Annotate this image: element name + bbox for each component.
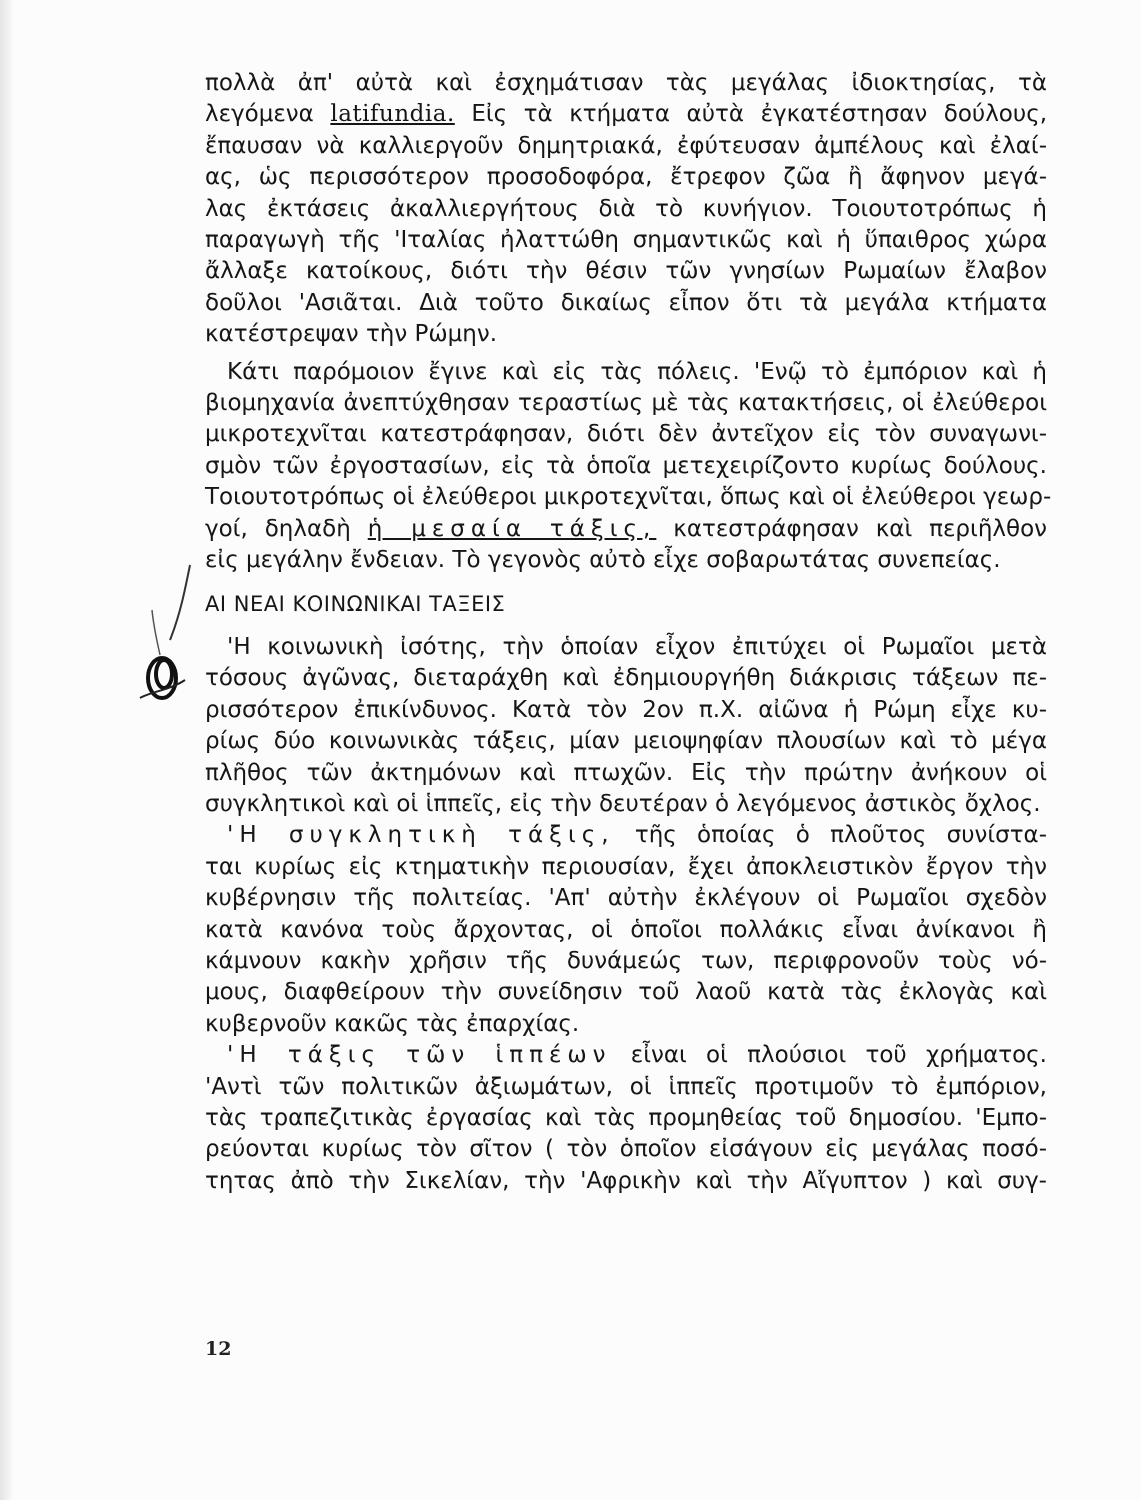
text-line bbox=[205, 514, 1047, 545]
text-line: μικροτεχνῖται κατεστράφησαν, διότι δὲν ἀντεῖχον εἰς τὸν συναγωνι- bbox=[205, 421, 1047, 448]
paragraph-latifundia bbox=[205, 68, 1047, 351]
text-fragment: γοί, δηλαδὴ bbox=[205, 515, 368, 542]
text-line: Κάτι παρόμοιον ἔγινε καὶ εἰς τὰς πόλεις. 'Ενῷ τὸ ἐμπόριον καὶ ἡ bbox=[227, 358, 1047, 385]
pencil-stroke-line bbox=[152, 610, 160, 655]
text-line: τὰς τραπεζιτικὰς ἐργασίας καὶ τὰς προμηθείας τοῦ δημοσίου. 'Εμπο- bbox=[205, 1105, 1047, 1131]
text-fragment: Εἰς τὰ κτήματα αὐτὰ ἐγκατέστησαν δούλους, bbox=[454, 101, 1048, 128]
text-line: κυβέρνησιν τῆς πολιτείας. 'Απ' αὐτὴν ἐκλέγουν οἱ Ρωμαῖοι σχεδὸν bbox=[205, 885, 1047, 912]
text-line: κατὰ κανόνα τοὺς ἄρχοντας, οἱ ὁποῖοι πολλάκις εἶναι ἀνίκανοι ἢ bbox=[205, 916, 1047, 943]
text-line: κυβερνοῦν κακῶς τὰς ἐπαρχίας. bbox=[205, 1010, 580, 1037]
text-line: ται κυρίως εἰς κτηματικὴν περιουσίαν, ἔχει ἀποκλειστικὸν ἔργον τὴν bbox=[205, 853, 1047, 880]
text-line: ρισσότερον ἐπικίνδυνος. Κατὰ τὸν 2ον π.Χ. αἰῶνα ἡ Ρώμη εἶχε κυ- bbox=[205, 696, 1047, 723]
text-line: βιομηχανία ἀνεπτύχθησαν τεραστίως μὲ τὰς κατακτήσεις, οἱ ἐλεύθεροι bbox=[205, 390, 1047, 417]
text-line: τητας ἀπὸ τὴν Σικελίαν, τὴν 'Αφρικὴν καὶ τὴν Αἴγυπτον ) καὶ συγ- bbox=[205, 1167, 1047, 1194]
text-line: τόσους ἀγῶνας, διεταράχθη καὶ ἐδημιουργήθη διάκρισις τάξεων πε- bbox=[205, 665, 1047, 692]
text-line: λας ἐκτάσεις ἀκαλλιεργήτους διὰ τὸ κυνήγιον. Τοιουτοτρόπως ἡ bbox=[205, 195, 1047, 222]
text-fragment: εἶναι οἱ πλούσιοι τοῦ χρήματος. bbox=[611, 1042, 1047, 1069]
text-line: Τοιουτοτρόπως οἱ ἐλεύθεροι μικροτεχνῖται, ὅπως καὶ οἱ ἐλεύθεροι γεωρ- bbox=[205, 484, 1052, 511]
text-line bbox=[205, 1040, 1047, 1071]
page-number: 12 bbox=[205, 1338, 232, 1360]
page-body-text bbox=[205, 68, 1052, 1197]
paragraph-senatorial-class bbox=[205, 820, 1047, 1040]
pencil-scribble-loop bbox=[156, 660, 172, 688]
emphasis-equestrian-class: 'Η τάξις τῶν ἱππέων bbox=[227, 1042, 612, 1069]
text-fragment: λεγόμενα bbox=[205, 101, 331, 128]
text-fragment: κατεστράφησαν καὶ περιῆλθον bbox=[656, 515, 1047, 542]
pencil-scribble-annotation bbox=[130, 560, 210, 710]
text-line: 'Η κοινωνικὴ ἰσότης, τὴν ὁποίαν εἶχον ἐπιτύχει οἱ Ρωμαῖοι μετὰ bbox=[227, 633, 1047, 660]
text-line: παραγωγὴ τῆς 'Ιταλίας ἠλαττώθη σημαντικῶς καὶ ἡ ὕπαιθρος χώρα bbox=[205, 227, 1047, 254]
text-line: μους, διαφθείρουν τὴν συνείδησιν τοῦ λαοῦ κατὰ τὰς ἐκλογὰς καὶ bbox=[205, 979, 1047, 1006]
text-line: πλῆθος τῶν ἀκτημόνων καὶ πτωχῶν. Εἰς τὴν πρώτην ἀνήκουν οἱ bbox=[205, 759, 1047, 786]
text-line: πολλὰ ἀπ' αὐτὰ καὶ ἐσχημάτισαν τὰς μεγάλας ἰδιοκτησίας, τὰ bbox=[205, 70, 1047, 96]
page-gutter-shadow bbox=[0, 0, 14, 1500]
text-line: κάμνουν κακὴν χρῆσιν τῆς δυνάμεώς των, περιφρονοῦν τοὺς νό- bbox=[205, 947, 1047, 974]
text-line: συγκλητικοὶ καὶ οἱ ἱππεῖς, εἰς τὴν δευτέραν ὁ λεγόμενος ἀστικὸς ὄχλος. bbox=[205, 790, 1041, 817]
text-line: ρίως δύο κοινωνικὰς τάξεις, μίαν μειοψηφίαν πλουσίων καὶ τὸ μέγα bbox=[205, 728, 1047, 755]
text-line: ἔπαυσαν νὰ καλλιεργοῦν δημητριακά, ἐφύτευσαν ἀμπέλους καὶ ἐλαί- bbox=[205, 132, 1047, 159]
text-fragment: τῆς ὁποίας ὁ πλοῦτος συνίστα- bbox=[614, 822, 1048, 849]
emphasis-middle-class: ἡ μεσαία τάξις, bbox=[367, 515, 657, 542]
text-line: δοῦλοι 'Ασιᾶται. Διὰ τοῦτο δικαίως εἶπον ὅτι τὰ μεγάλα κτήματα bbox=[205, 289, 1047, 316]
pencil-stroke-line bbox=[170, 565, 190, 640]
text-line: κατέστρεψαν τὴν Ρώμην. bbox=[205, 321, 498, 348]
emphasis-senatorial-class: 'Η συγκλητικὴ τάξις, bbox=[227, 822, 615, 849]
text-line: εἰς μεγάλην ἔνδειαν. Τὸ γεγονὸς αὐτὸ εἶχε σοβαρωτάτας συνεπείας. bbox=[205, 547, 1001, 574]
text-line: ας, ὡς περισσότερον προσοδοφόρα, ἔτρεφον ζῶα ἢ ἄφηνον μεγά- bbox=[205, 164, 1047, 191]
paragraph-equestrian-class bbox=[205, 1040, 1047, 1197]
text-line bbox=[205, 99, 1047, 130]
text-line: 'Αντὶ τῶν πολιτικῶν ἀξιωμάτων, οἱ ἱππεῖς προτιμοῦν τὸ ἐμπόριον, bbox=[205, 1073, 1047, 1100]
text-line: ρεύονται κυρίως τὸν σῖτον ( τὸν ὁποῖον εἰσάγουν εἰς μεγάλας ποσό- bbox=[205, 1136, 1047, 1163]
text-line: ἄλλαξε κατοίκους, διότι τὴν θέσιν τῶν γνησίων Ρωμαίων ἔλαβον bbox=[205, 258, 1047, 285]
paragraph-cities bbox=[205, 357, 1052, 577]
text-line bbox=[205, 820, 1047, 851]
section-heading: ΑΙ ΝΕΑΙ ΚΟΙΝΩΝΙΚΑΙ ΤΑΞΕΙΣ bbox=[205, 591, 506, 616]
latin-term-latifundia: latifundia. bbox=[330, 101, 455, 128]
paragraph-social-equality bbox=[205, 632, 1047, 820]
text-line: σμὸν τῶν ἐργοστασίων, εἰς τὰ ὁποῖα μετεχειρίζοντο κυρίως δούλους. bbox=[205, 452, 1047, 479]
